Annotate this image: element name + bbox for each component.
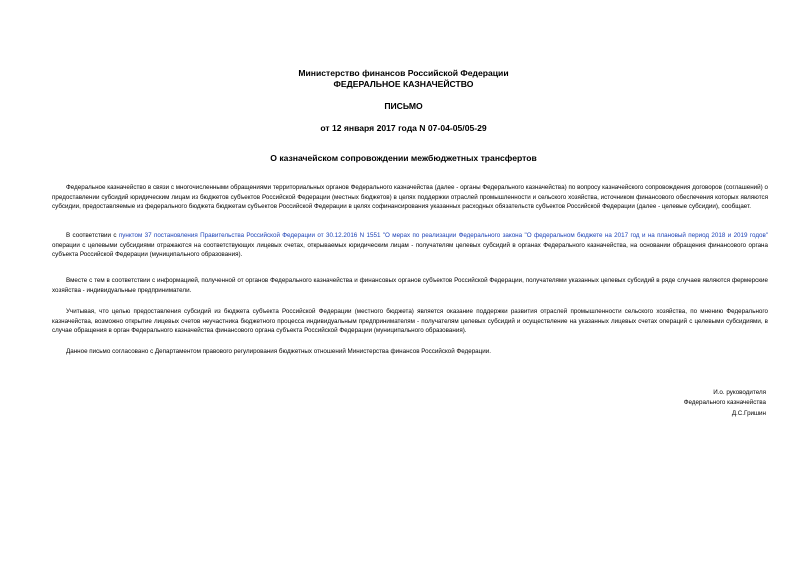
paragraph-2 [52,231,768,260]
ministry-heading: Министерство финансов Российской Федерации [298,68,509,78]
paragraph-5: Данное письмо согласовано с Департаментом правового регулирования бюджетных отношений Министерства финансов Российской Федерации. [66,348,491,355]
paragraph-3: Вместе с тем в соответствии с информацией, полученной от органов Федерального казначейства и финансовых органов субъектов Российской Федерации, получателями указанных целевых субсидий в ряде случаев являются фермерские хозяйства - индивидуальные предприниматели. [52,277,768,294]
signatory-organization: Федерального казначейства [683,399,766,407]
signatory-name: Д.С.Гришин [731,409,766,417]
signatory-position: И.о. руководителя [713,389,766,396]
paragraph-2-intro: В соответствии с [66,232,119,239]
treasury-heading: ФЕДЕРАЛЬНОЕ КАЗНАЧЕЙСТВО [333,79,474,89]
resolution-link[interactable]: пунктом 37 постановления Правительства Российской Федерации от 30.12.2016 N 1551 "О мерах по реализации Федерального закона "О федеральном бюджете на 2017 год и на плановый период 2018 и 2019 годов" [118,232,768,239]
paragraph-1: Федеральное казначейство в связи с многочисленными обращениями территориальных органов Федерального казначейства (далее - органы Федерального казначейства) по вопросу казначейского сопровождения договоров (соглашений) о предоставлении субсидий юридическим лицам из бюджетов субъектов Российской Федерации (местных бюджетов) в целях поддержки отраслей промышленности и сельского хозяйства, источником финансового обеспечения которых являются субсидии, предоставляемые из федерального бюджета бюджетам субъектов Российской Федерации в целях софинансирования указанных расходных обязательств субъектов Российской Федерации (далее - целевые субсидии), сообщает. [52,184,768,211]
subject-heading: О казначейском сопровождении межбюджетных трансфертов [270,153,537,163]
document-type-heading: ПИСЬМО [384,101,423,111]
signature-block [684,388,766,419]
paragraph-2-rest: операции с целевыми субсидиями отражаются на соответствующих лицевых счетах, открываемых юридическим лицам - получателям целевых субсидий в органах Федерального казначейства, на основании обращения финансового органа субъекта Российской Федерации (муниципального образования). [52,241,768,259]
paragraph-4: Учитывая, что целью предоставления субсидий из бюджета субъекта Российской Федерации (местного бюджета) является оказание поддержки развития отраслей промышленности сельского хозяйства, по мнению Федерального казначейства, возможно открытие лицевых счетов неучастника бюджетного процесса индивидуальным предпринимателям - получателям целевых субсидий и осуществление на указанных лицевых счетах операций с целевыми субсидиями, в случае обращения в орган Федерального казначейства финансового органа субъекта Российской Федерации (муниципального образования). [52,308,768,335]
date-number-heading: от 12 января 2017 года N 07-04-05/05-29 [320,123,487,133]
